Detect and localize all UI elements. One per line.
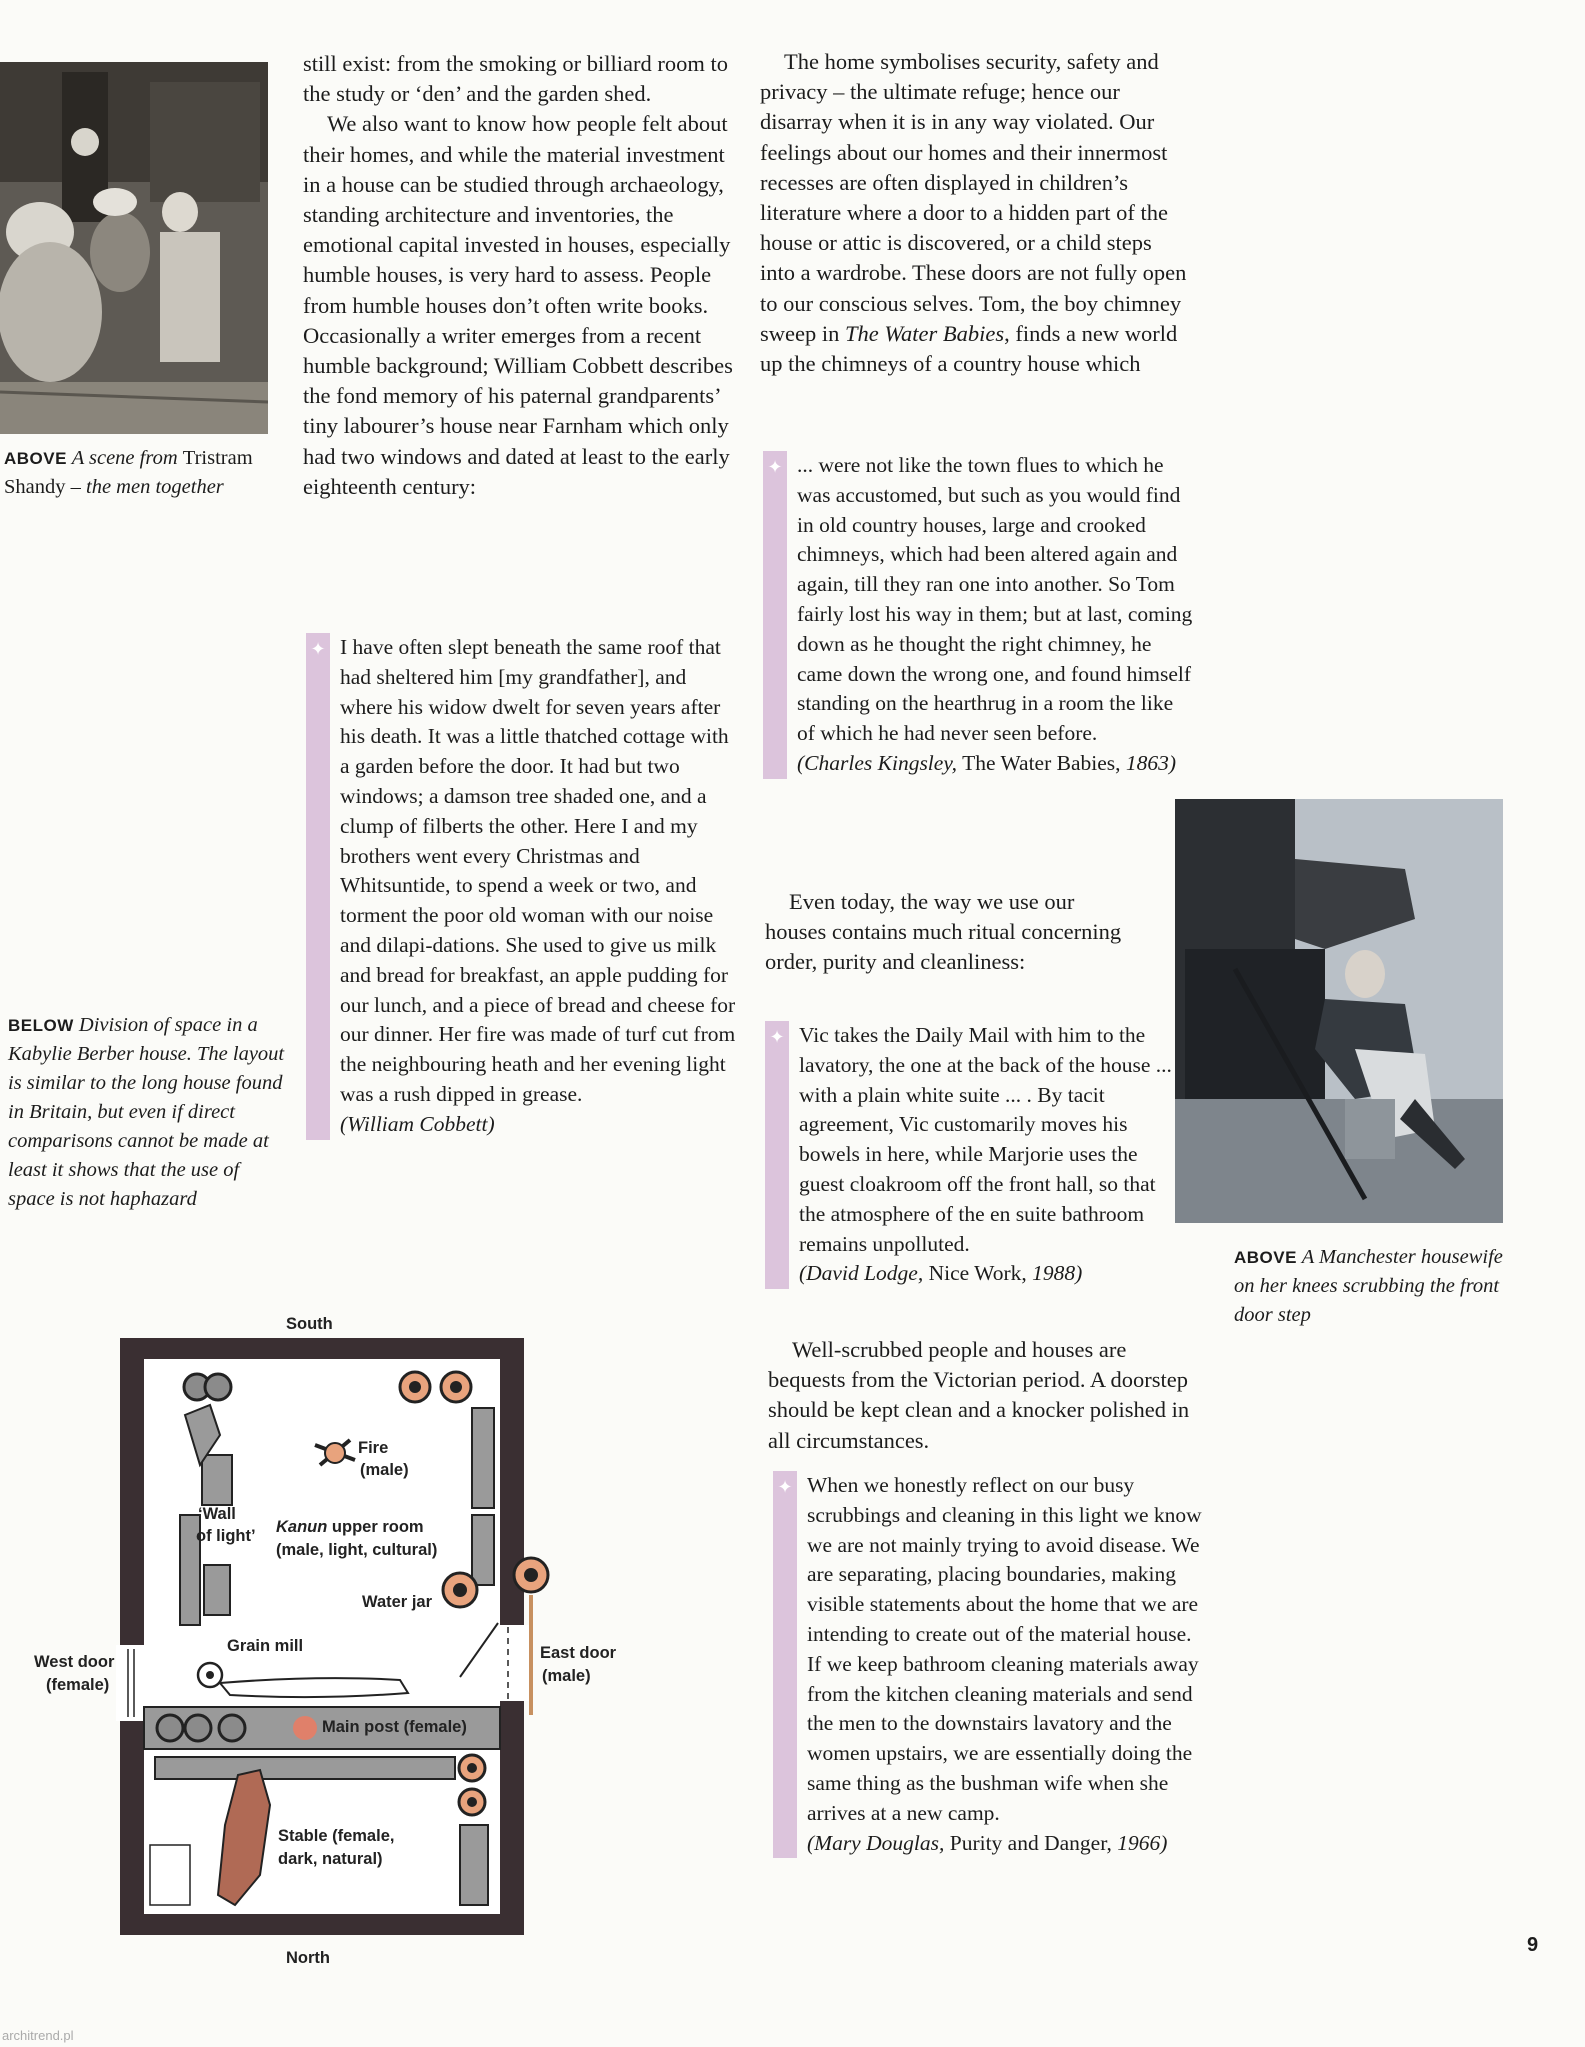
- quote-lodge: [765, 1021, 1175, 1289]
- caption-kabylie: [8, 1011, 290, 1214]
- credit-watermark: architrend.pl: [2, 2028, 74, 2043]
- housewife-photo-image: [1175, 799, 1503, 1223]
- caption-kabylie-text: Division of space in a Kabylie Berber house. The layout is similar to the long house found in Britain, but even if direct comparisons cannot be made at least it shows that the use of space is not haphazard: [8, 1014, 285, 1210]
- svg-text:Kanun upper room: [276, 1518, 424, 1536]
- kabylie-house-plan: [20, 1305, 630, 1975]
- col2-water-babies-title: The Water Babies: [844, 320, 1005, 346]
- column-2-paragraph-2: [765, 887, 1125, 978]
- quote-kingsley-cite-title: The Water Babies,: [962, 750, 1121, 775]
- quote-douglas: [773, 1471, 1203, 1858]
- caption-above-label: ABOVE: [4, 449, 67, 468]
- plan-label-post: Main post (female): [322, 1718, 467, 1736]
- plan-label-stable-1: Stable (female,: [278, 1827, 395, 1845]
- quote-cobbett-cite: (William Cobbett): [340, 1111, 495, 1136]
- col1-paragraph-1: still exist: from the smoking or billiard room to the study or ‘den’ and the garden shed.: [303, 51, 728, 107]
- plan-label-west-1: West door: [34, 1653, 115, 1671]
- col2-paragraph-1-end: , finds a new world up the chimneys of a country house which: [760, 320, 1178, 377]
- plan-label-east-1: East door: [540, 1644, 617, 1662]
- plan-label-west-2: (female): [46, 1676, 110, 1694]
- plan-label-water: Water jar: [362, 1593, 432, 1611]
- quote-bar: [306, 633, 330, 1140]
- quote-lodge-cite-a: (David Lodge,: [799, 1261, 924, 1286]
- caption-tristram-title: Tristram Shandy: [4, 447, 253, 498]
- quote-star-icon: ✦: [767, 457, 783, 477]
- quote-kingsley: [763, 451, 1193, 779]
- column-2-paragraph-3: [768, 1335, 1198, 1456]
- quote-douglas-text: When we honestly reflect on our busy scrubbings and cleaning in this light we know we are not mainly trying to avoid disease. We are separating, placing boundaries, making visible statements about the home that we are intending to create out of the material house. If we keep bathroom cleaning materials away from the kitchen cleaning materials and send the men to the downstairs lavatory and the women upstairs, we are essentially doing the same thing as the bushman wife when she arrives at a new camp.: [807, 1473, 1202, 1825]
- quote-lodge-text: Vic takes the Daily Mail with him to the lavatory, the one at the back of the house ... with a plain white suite ... . By tacit agreement, Vic customarily moves his bowels in here, while Marjorie uses the guest cloakroom off the front hall, so that the atmosphere of the en suite bathroom remains unpolluted.: [799, 1023, 1172, 1256]
- col2-paragraph-3: Well-scrubbed people and houses are bequests from the Victorian period. A doorstep should be kept clean and a knocker polished in all circumstances.: [768, 1337, 1190, 1453]
- caption-manchester-text: A Manchester housewife on her knees scrubbing the front door step: [1234, 1246, 1503, 1326]
- plan-label-kanun-2: (male, light, cultural): [276, 1541, 438, 1559]
- plan-label-fire-1: Fire: [358, 1439, 389, 1457]
- plan-label-kanun-b: upper room: [327, 1518, 424, 1536]
- col2-paragraph-2: Even today, the way we use our houses contains much ritual concerning order, purity and cleanliness:: [765, 889, 1122, 975]
- caption-tristram: [4, 444, 294, 502]
- tristram-shandy-engraving: [0, 62, 268, 434]
- plan-label-kanun-a: Kanun: [276, 1518, 328, 1536]
- quote-douglas-cite-title: Purity and Danger,: [949, 1830, 1112, 1855]
- col1-paragraph-2: We also want to know how people felt about their homes, and while the material investment in a house can be studied through archaeology, standing architecture and inventories, the emotional capital invested in houses, especially humble houses, is very hard to assess. People from humble houses don’t often write books. Occasionally a writer emerges from a recent humble background; William Cobbett describes the fond memory of his paternal grandparents’ tiny labourer’s house near Farnham which only had two windows and dated at least to the early eighteenth century:: [303, 111, 733, 499]
- plan-label-east-2: (male): [542, 1667, 591, 1685]
- quote-star-icon: ✦: [769, 1027, 785, 1047]
- caption-below-label: BELOW: [8, 1016, 74, 1035]
- caption-tristram-b: – the men together: [70, 476, 224, 498]
- plan-label-south: South: [286, 1315, 333, 1333]
- plan-label-wall-1: ‘Wall: [198, 1505, 236, 1523]
- plan-label-north: North: [286, 1949, 330, 1967]
- plan-label-grain: Grain mill: [227, 1637, 304, 1655]
- quote-bar: [765, 1021, 789, 1289]
- manchester-housewife-photo: [1175, 799, 1503, 1223]
- plan-label-fire-2: (male): [360, 1461, 409, 1479]
- quote-douglas-cite-b: 1966): [1117, 1830, 1168, 1855]
- caption-above-label-2: ABOVE: [1234, 1248, 1297, 1267]
- plan-label-wall-2: of light’: [196, 1527, 256, 1545]
- quote-cobbett: [306, 633, 736, 1140]
- main-post-marker: [293, 1716, 317, 1740]
- page-number: 9: [1527, 1934, 1539, 1956]
- quote-lodge-cite-title: Nice Work,: [928, 1261, 1027, 1286]
- col2-paragraph-1: The home symbolises security, safety and privacy – the ultimate refuge; hence our disarray when it is in any way violated. Our feelings about our homes and their innermost recesses are often displayed in children’s literature where a door to a hidden part of the house or attic is discovered, or a child steps into a wardrobe. These doors are not fully open to our conscious selves. Tom, the boy chimney sweep in: [760, 49, 1187, 346]
- quote-douglas-cite-a: (Mary Douglas,: [807, 1830, 945, 1855]
- caption-manchester: [1234, 1243, 1524, 1330]
- caption-tristram-a: A scene from: [71, 447, 178, 469]
- plan-drawing: [20, 1305, 630, 1975]
- engraving-illustration: [0, 62, 268, 434]
- quote-cobbett-text: I have often slept beneath the same roof that had sheltered him [my grandfather], and where his widow dwelt for seven years after his death. It was a little thatched cottage with a garden before the door. It had but two windows; a damson tree shaded one, and a clump of filberts the other. Here I and my brothers went every Christmas and Whitsuntide, to spend a week or two, and torment the poor old woman with our noise and dilapi-dations. She used to give us milk and bread for breakfast, an apple pudding for our lunch, and a piece of bread and cheese for our dinner. Her fire was made of turf cut from the neighbouring heath and her evening light was a rush dipped in grease.: [340, 635, 736, 1106]
- quote-bar: [773, 1471, 797, 1858]
- quote-kingsley-text: ... were not like the town flues to which he was accustomed, but such as you would find in old country houses, large and crooked chimneys, which had been altered again and again, till they ran one into another. So Tom fairly lost his way in them; but at last, coming down as he thought the right chimney, he came down the wrong one, and found himself standing on the hearthrug in a room the like of which he had never seen before.: [797, 453, 1193, 746]
- column-1-text: [303, 49, 735, 502]
- quote-lodge-cite-b: 1988): [1032, 1261, 1083, 1286]
- quote-kingsley-cite-b: 1863): [1125, 750, 1177, 775]
- column-2-paragraph-1: [760, 47, 1190, 379]
- quote-bar: [763, 451, 787, 779]
- plan-label-stable-2: dark, natural): [278, 1850, 383, 1868]
- quote-kingsley-cite-a: (Charles Kingsley,: [797, 750, 958, 775]
- quote-star-icon: ✦: [310, 639, 326, 659]
- quote-star-icon: ✦: [777, 1477, 793, 1497]
